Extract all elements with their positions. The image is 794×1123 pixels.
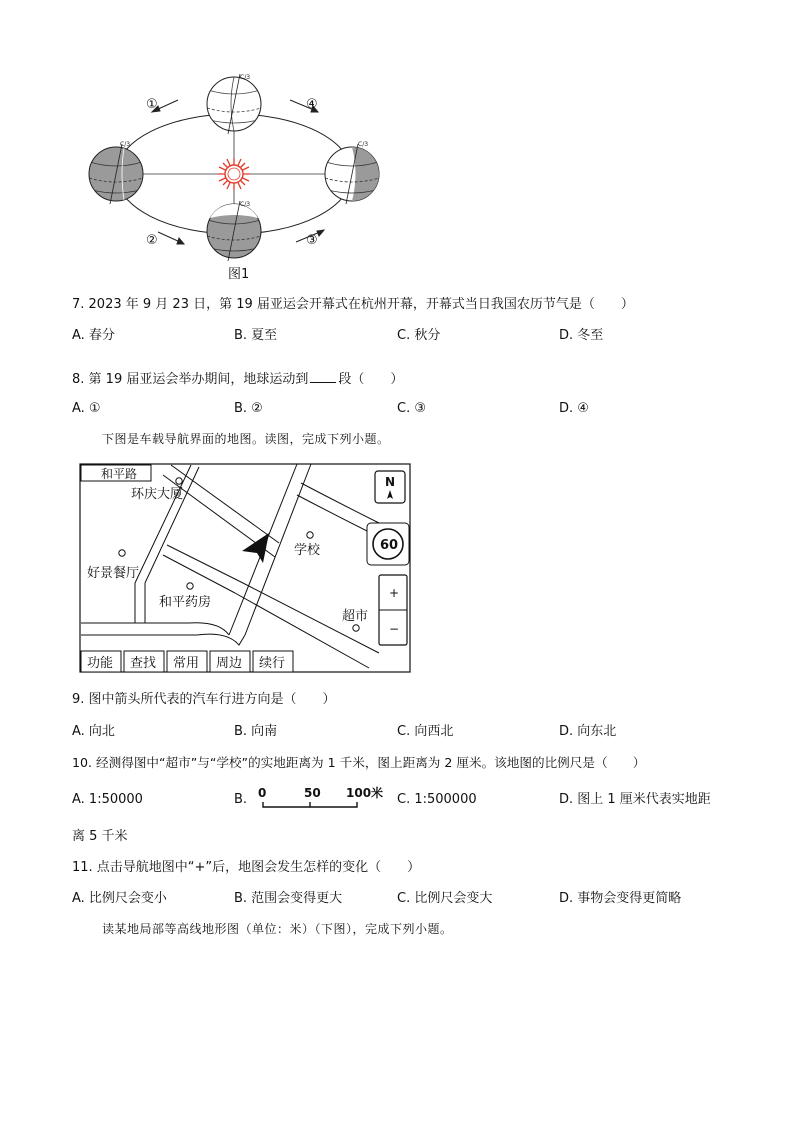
marker-2: ② [146,233,158,248]
scale-label-0: 0 [258,786,267,800]
figure-1-caption: 图1 [228,267,250,282]
question-9-option-d[interactable]: D. 向东北 [559,724,617,739]
question-8-option-c[interactable]: C. ③ [397,401,426,416]
zoom-out-button[interactable]: − [389,622,400,636]
question-10-stem: 10. 经测得图中“超市”与“学校”的实地距离为 1 千米，图上距离为 2 厘米。该地图的比例尺是（ ） [72,755,646,770]
zoom-in-button[interactable]: + [389,586,400,600]
question-11-option-b[interactable]: B. 范围会变得更大 [234,891,343,906]
place-marker-heping-pharmacy [187,583,193,589]
speed-limit-value: 60 [380,538,399,553]
question-7-option-d[interactable]: D. 冬至 [559,328,604,343]
place-heping-pharmacy: 和平药房 [159,595,212,610]
question-8-stem-start: 8. 第 19 届亚运会举办期间，地球运动到 [72,372,309,387]
scale-label-100: 100米 [346,786,384,800]
earth-orbit-figure [80,68,400,288]
question-7-option-a[interactable]: A. 春分 [72,328,115,343]
menu-label-continue: 续行 [259,656,286,671]
question-9-option-c[interactable]: C. 向西北 [397,724,454,739]
earth-label-bottom: C/3 [240,201,251,208]
question-8-option-b[interactable]: B. ② [234,401,263,416]
question-7-option-c[interactable]: C. 秋分 [397,328,441,343]
menu-label-search: 查找 [130,656,157,671]
place-haojing: 好景餐厅 [87,566,140,581]
navigation-map [79,463,412,675]
earth-right [325,144,379,204]
question-8-stem [72,369,403,389]
question-7-stem: 7. 2023 年 9 月 23 日，第 19 届亚运会开幕式在杭州开幕，开幕式当日我国农历节气是（ ） [72,297,634,312]
place-marker-supermarket [353,625,359,631]
question-9-stem: 9. 图中箭头所代表的汽车行进方向是（ ） [72,692,336,707]
place-marker-haojing [119,550,125,556]
contour-map-intro: 读某地局部等高线地形图（单位：米）（下图），完成下列小题。 [102,922,453,936]
question-9-option-a[interactable]: A. 向北 [72,724,115,739]
question-10-option-a[interactable]: A. 1:50000 [72,792,143,807]
question-8-stem-end: 段（ ） [338,372,404,387]
question-9-option-b[interactable]: B. 向南 [234,724,278,739]
scale-label-50: 50 [304,786,321,800]
question-10-option-d[interactable]: D. 图上 1 厘米代表实地距 [559,792,711,807]
earth-label-top: C/3 [240,74,251,81]
earth-bottom [207,201,261,261]
place-supermarket: 超市 [342,609,369,624]
nav-map-intro: 下图是车载导航界面的地图。读图，完成下列小题。 [102,432,390,446]
question-11-option-d[interactable]: D. 事物会变得更简略 [559,891,682,906]
question-7-option-b[interactable]: B. 夏至 [234,328,278,343]
question-10-option-c[interactable]: C. 1:500000 [397,792,477,807]
place-marker-school [307,532,313,538]
sun-icon [218,158,250,190]
question-8-option-d[interactable]: D. ④ [559,401,589,416]
earth-label-left: C/3 [120,141,131,148]
menu-label-common: 常用 [173,656,200,671]
place-huanqing: 环庆大厦 [131,487,184,502]
menu-label-function: 功能 [87,656,114,671]
question-8-option-a[interactable]: A. ① [72,401,101,416]
question-8-blank [310,369,336,383]
place-school: 学校 [294,543,321,558]
earth-top [207,74,261,134]
menu-label-nearby: 周边 [216,656,243,671]
question-11-stem: 11. 点击导航地图中“+”后，地图会发生怎样的变化（ ） [72,860,421,875]
marker-1: ① [146,97,158,112]
marker-4: ④ [306,97,318,112]
place-marker-huanqing [176,478,182,484]
question-11-option-a[interactable]: A. 比例尺会变小 [72,891,167,906]
arrow-2 [158,232,180,242]
question-10-option-b[interactable]: B. [234,792,248,807]
earth-left [89,144,143,204]
earth-label-right: C/3 [358,141,369,148]
road-label-heping: 和平路 [101,467,138,481]
marker-3: ③ [306,233,318,248]
question-10-option-d-continued: 离 5 千米 [72,829,128,844]
question-11-option-c[interactable]: C. 比例尺会变大 [397,891,493,906]
question-10-scale-bar [252,784,392,814]
north-label: N [385,475,396,489]
